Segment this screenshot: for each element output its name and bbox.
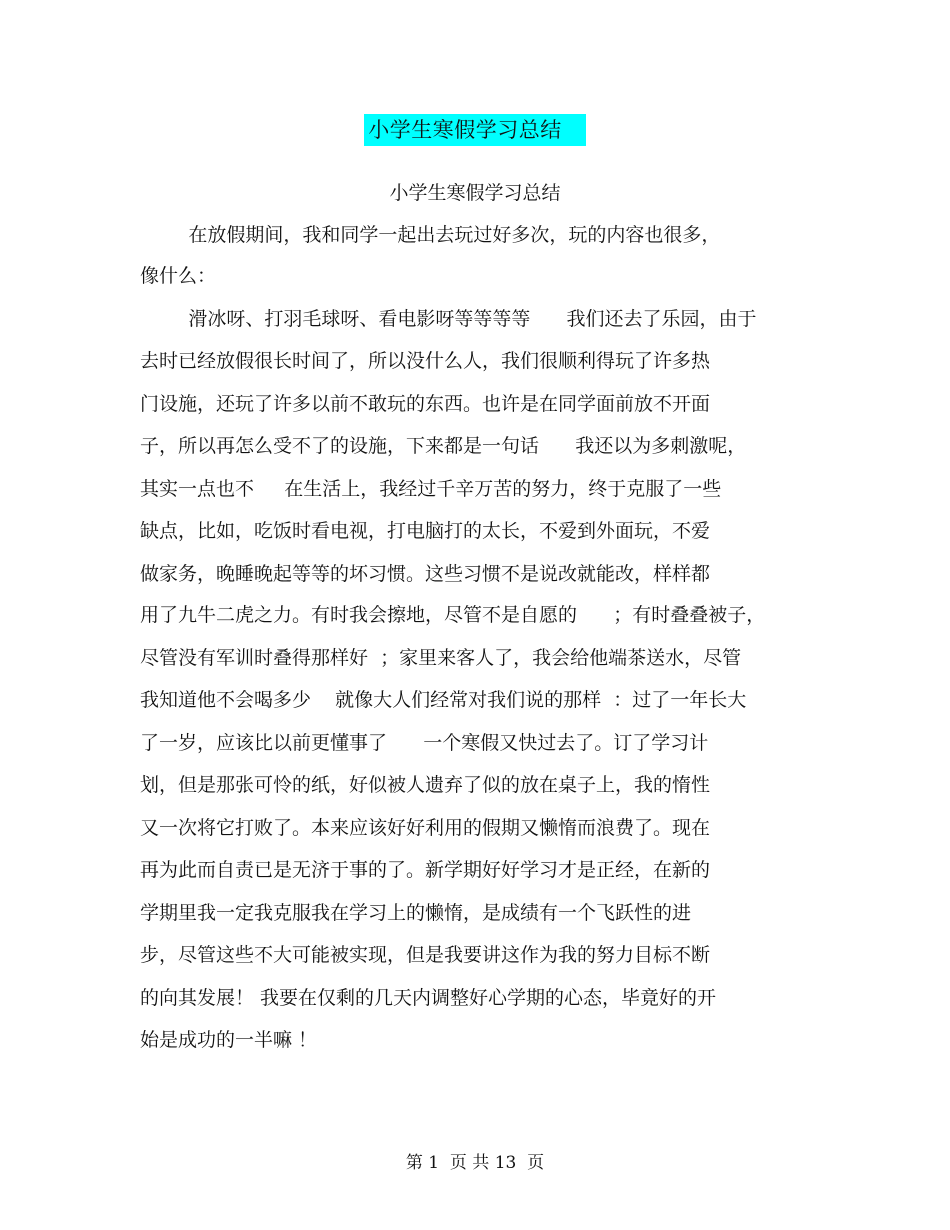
- body-line-12: 我知道他不会喝多少 就像大人们经常对我们说的那样 ：过了一年长大: [140, 689, 747, 711]
- document-title: 小学生寒假学习总结: [364, 114, 586, 146]
- body-line-9: 做家务，晚睡晚起等等的坏习惯。这些习惯不是说改就能改，样样都: [140, 563, 711, 585]
- body-line-10: 用了九牛二虎之力。有时我会擦地，尽管不是自愿的 ；有时叠叠被子，: [140, 604, 766, 626]
- body-line-5: 门设施，还玩了许多以前不敢玩的东西。也许是在同学面前放不开面: [140, 393, 711, 415]
- body-line-4: 去时已经放假很长时间了，所以没什么人，我们很顺利得玩了许多热: [140, 350, 711, 372]
- body-line-6: 子，所以再怎么受不了的设施，下来都是一句话 我还以为多刺激呢，: [140, 435, 747, 457]
- body-line-18: 步，尽管这些不大可能被实现，但是我要讲这作为我的努力目标不断: [140, 944, 711, 966]
- body-line-1: 在放假期间，我和同学一起出去玩过好多次，玩的内容也很多，: [140, 224, 721, 246]
- page-number: 第 1 页 共 13 页: [405, 1153, 545, 1173]
- title-container: [0, 114, 950, 146]
- document-subtitle: 小学生寒假学习总结: [389, 182, 561, 204]
- body-line-19: 的向其发展！ 我要在仅剩的几天内调整好心学期的心态，毕竟好的开: [140, 987, 717, 1009]
- body-line-8: 缺点，比如，吃饭时看电视，打电脑打的太长，不爱到外面玩，不爱: [140, 520, 711, 542]
- body-line-14: 划，但是那张可怜的纸，好似被人遗弃了似的放在桌子上，我的惰性: [140, 774, 711, 796]
- body-line-16: 再为此而自责已是无济于事的了。新学期好好学习才是正经，在新的: [140, 859, 711, 881]
- body-line-7: 其实一点也不 在生活上，我经过千辛万苦的努力，终于克服了一些: [140, 478, 722, 500]
- body-line-11: 尽管没有军训时叠得那样好 ；家里来客人了，我会给他端茶送水，尽管: [140, 647, 742, 669]
- body-line-13: 了一岁，应该比以前更懂事了 一个寒假又快过去了。订了学习计: [140, 732, 709, 754]
- body-line-20: 始是成功的一半嘛 ！: [140, 1029, 318, 1051]
- body-line-3: 滑冰呀、打羽毛球呀、看电影呀等等等等 我们还去了乐园，由于: [140, 308, 757, 330]
- body-line-15: 又一次将它打败了。本来应该好好利用的假期又懒惰而浪费了。现在: [140, 817, 711, 839]
- body-line-17: 学期里我一定我克服我在学习上的懒惰，是成绩有一个飞跃性的进: [140, 902, 692, 924]
- body-line-2: 像什么：: [140, 265, 217, 287]
